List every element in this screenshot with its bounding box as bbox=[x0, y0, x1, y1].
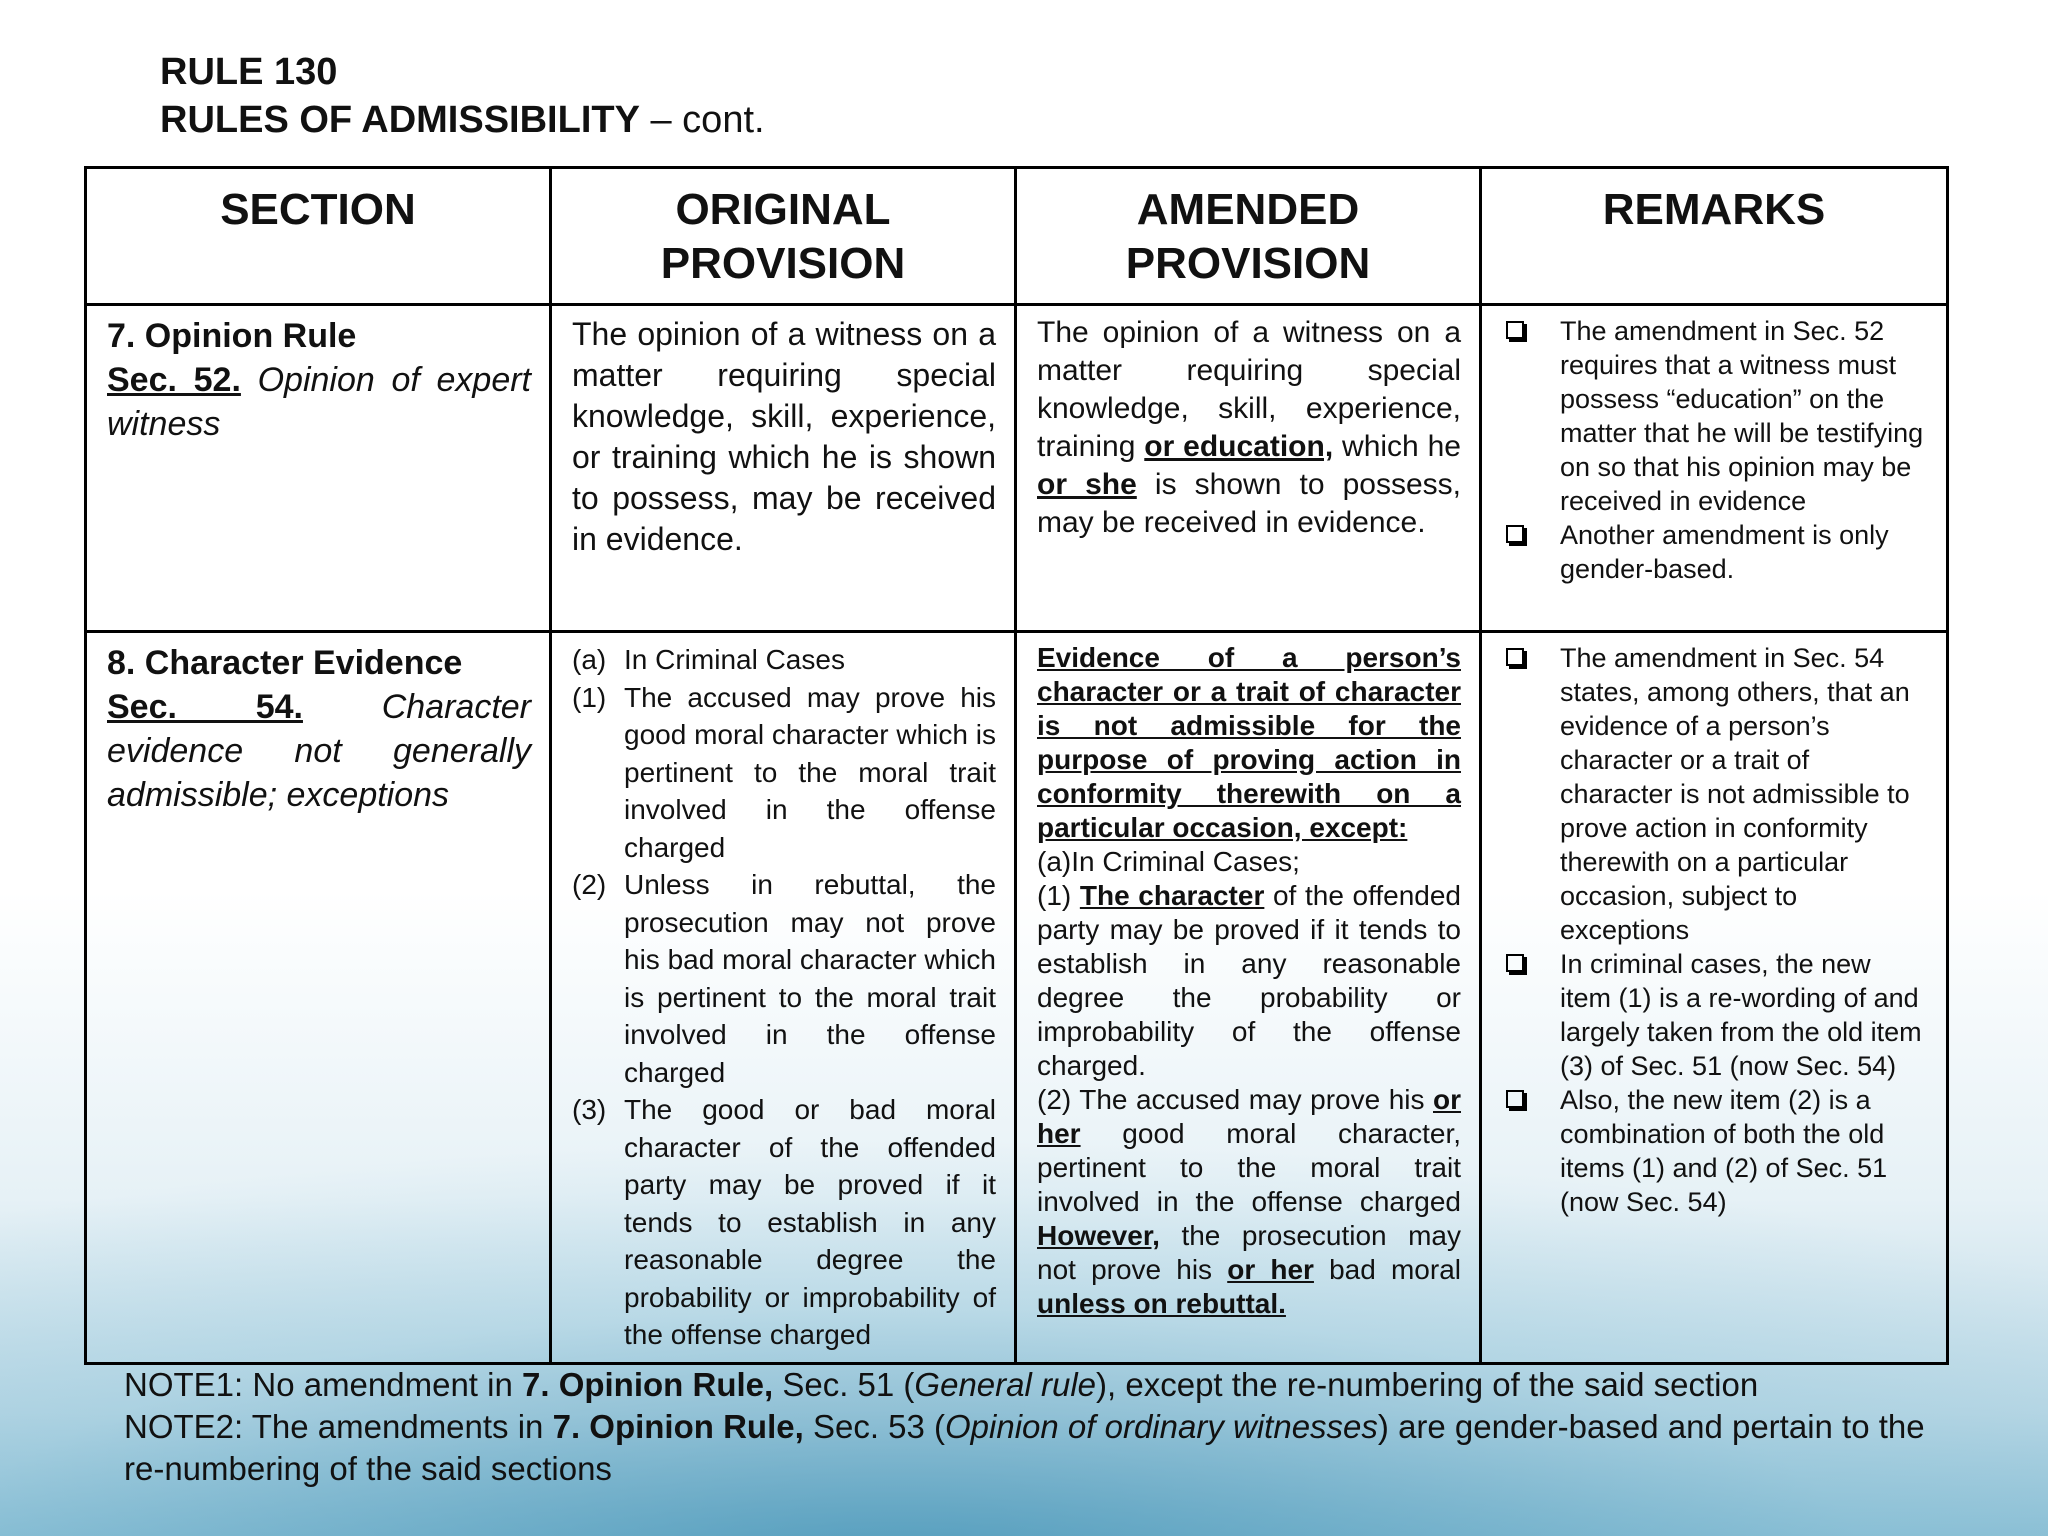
col-header-amended-text: AMENDED PROVISION bbox=[1125, 185, 1371, 288]
col-header-original-text: ORIGINAL PROVISION bbox=[660, 185, 906, 288]
amended-intro: Evidence of a person’s character or a trait of character is not admissible for the purpose of proving action in conformity therewith on a particular occasion, except: bbox=[1037, 642, 1461, 843]
item-number: (1) bbox=[1037, 880, 1080, 911]
note-bold: 7. Opinion Rule, bbox=[522, 1366, 774, 1403]
col-header-remarks: REMARKS bbox=[1481, 168, 1948, 305]
remarks-cell bbox=[1481, 632, 1948, 1364]
rule-subheading bbox=[160, 96, 765, 144]
table-row bbox=[86, 632, 1948, 1364]
checkbox-bullet-icon bbox=[1506, 648, 1524, 666]
amended-provision-cell bbox=[1016, 632, 1481, 1364]
list-item bbox=[1502, 314, 1928, 518]
amended-highlight: The character bbox=[1079, 880, 1265, 911]
amended-item-1 bbox=[1037, 879, 1461, 1083]
note-text: ), except the re-numbering of the said section bbox=[1096, 1366, 1759, 1403]
remarks-cell bbox=[1481, 305, 1948, 632]
remark-text: The amendment in Sec. 52 requires that a witness must possess “education” on the matter that he will be testifying on so that his opinion may be received in evidence bbox=[1560, 316, 1924, 516]
amended-item-a: (a)In Criminal Cases; bbox=[1037, 846, 1300, 877]
section-title: 8. Character Evidence bbox=[107, 644, 463, 682]
section-description: Character evidence not generally admissible; exceptions bbox=[107, 688, 532, 814]
remark-text: The amendment in Sec. 54 states, among others, that an evidence of a person’s character or a trait of character is not admissible to prove action in conformity therewith on a particular occasion, subject to exceptions bbox=[1560, 643, 1910, 945]
item-number: (3) bbox=[572, 1094, 607, 1125]
original-provision-cell bbox=[551, 632, 1016, 1364]
note-bold: 7. Opinion Rule, bbox=[552, 1408, 804, 1445]
amended-provision-text bbox=[1037, 641, 1461, 1321]
amended-provision-text bbox=[1037, 314, 1461, 542]
section-heading bbox=[107, 685, 531, 817]
col-header-amended bbox=[1016, 168, 1481, 305]
amended-item-2 bbox=[1037, 1083, 1461, 1321]
original-provision-list bbox=[572, 641, 996, 1354]
list-item bbox=[1502, 641, 1928, 947]
note-text: NOTE1: No amendment in bbox=[124, 1366, 522, 1403]
item-number: (2) bbox=[572, 869, 607, 900]
amended-text-part: of the offended party may be proved if it tends to establish in any reasonable degree the probability or improbability of the offense charged. bbox=[1037, 880, 1462, 1081]
list-item bbox=[572, 866, 996, 1091]
table-row bbox=[86, 305, 1948, 632]
note-text: Sec. 53 ( bbox=[803, 1408, 946, 1445]
section-title: 7. Opinion Rule bbox=[107, 317, 357, 355]
list-item bbox=[1502, 1083, 1928, 1219]
amended-highlight: or she bbox=[1037, 468, 1137, 501]
amended-text-part: is shown to possess, may be received in evidence. bbox=[1037, 468, 1461, 539]
section-cell bbox=[86, 305, 551, 632]
amended-text-part: good moral character, pertinent to the moral trait involved in the offense charged bbox=[1037, 1118, 1461, 1217]
amended-highlight: or education, bbox=[1144, 430, 1334, 463]
note-1 bbox=[124, 1364, 1944, 1406]
amended-highlight: or her bbox=[1037, 1084, 1461, 1149]
original-provision-text: The opinion of a witness on a matter requiring special knowledge, skill, experience, or training which he is shown to possess, may be received in evidence. bbox=[572, 316, 996, 557]
rule-heading: RULE 130 bbox=[160, 51, 338, 93]
note-text: NOTE2: The amendments in bbox=[124, 1408, 553, 1445]
amendments-table bbox=[84, 166, 1949, 1365]
table-header-row bbox=[86, 168, 1948, 305]
list-item bbox=[1502, 947, 1928, 1083]
checkbox-bullet-icon bbox=[1506, 1090, 1524, 1108]
remark-text: Another amendment is only gender-based. bbox=[1560, 520, 1889, 584]
subheading-rest: – cont. bbox=[639, 99, 765, 141]
col-header-original bbox=[551, 168, 1016, 305]
note-text: ) are gender-based and pertain to the re-numbering of the said sections bbox=[124, 1408, 1925, 1487]
item-text: In Criminal Cases bbox=[624, 644, 845, 675]
remarks-list bbox=[1502, 314, 1928, 586]
amended-highlight: or her bbox=[1227, 1254, 1314, 1285]
checkbox-bullet-icon bbox=[1506, 954, 1524, 972]
item-text: The good or bad moral character of the offended party may be proved if it tends to establish in any reasonable degree the probability or improbability of the offense charged bbox=[624, 1094, 996, 1350]
amended-text-part: (2) The accused may prove his bbox=[1037, 1084, 1433, 1115]
item-text: Unless in rebuttal, the prosecution may not prove his bad moral character which is pertinent to the moral trait involved in the offense charged bbox=[624, 869, 996, 1088]
amended-text-part: The opinion of a witness on a matter requiring special knowledge, skill, experience, training bbox=[1037, 316, 1461, 463]
section-description: Opinion of expert witness bbox=[107, 361, 532, 443]
col-header-section: SECTION bbox=[86, 168, 551, 305]
amended-highlight: However, bbox=[1037, 1220, 1160, 1251]
original-provision-cell bbox=[551, 305, 1016, 632]
item-text: The accused may prove his good moral character which is pertinent to the moral trait involved in the offense charged bbox=[624, 681, 996, 863]
section-number: Sec. 54. bbox=[107, 688, 303, 726]
amended-highlight: unless on rebuttal. bbox=[1037, 1288, 1286, 1319]
section-number: Sec. 52. bbox=[107, 361, 241, 399]
remark-text: Also, the new item (2) is a combination of both the old items (1) and (2) of Sec. 51 (now Sec. 54) bbox=[1560, 1085, 1888, 1217]
list-item bbox=[572, 1091, 996, 1354]
amended-text-part: bad moral bbox=[1313, 1254, 1461, 1285]
item-number: (a) bbox=[572, 644, 607, 675]
section-cell bbox=[86, 632, 551, 1364]
slide-title bbox=[160, 48, 765, 144]
note-2 bbox=[124, 1406, 1944, 1490]
amended-text-part: the prosecution may not prove his bbox=[1037, 1220, 1461, 1285]
note-text: Sec. 51 ( bbox=[773, 1366, 915, 1403]
amended-text-part: which he bbox=[1333, 430, 1461, 463]
checkbox-bullet-icon bbox=[1506, 321, 1524, 339]
section-heading bbox=[107, 358, 531, 446]
list-item bbox=[572, 679, 996, 867]
footnotes bbox=[124, 1364, 1944, 1490]
amended-provision-cell bbox=[1016, 305, 1481, 632]
list-item bbox=[572, 641, 996, 679]
subheading-bold: RULES OF ADMISSIBILITY bbox=[160, 99, 640, 141]
checkbox-bullet-icon bbox=[1506, 525, 1524, 543]
remark-text: In criminal cases, the new item (1) is a re-wording of and largely taken from the old item (3) of Sec. 51 (now Sec. 54) bbox=[1560, 949, 1922, 1081]
note-italic: Opinion of ordinary witnesses bbox=[945, 1408, 1378, 1445]
list-item bbox=[1502, 518, 1928, 586]
remarks-list bbox=[1502, 641, 1928, 1219]
item-number: (1) bbox=[572, 681, 607, 713]
note-italic: General rule bbox=[914, 1366, 1097, 1403]
